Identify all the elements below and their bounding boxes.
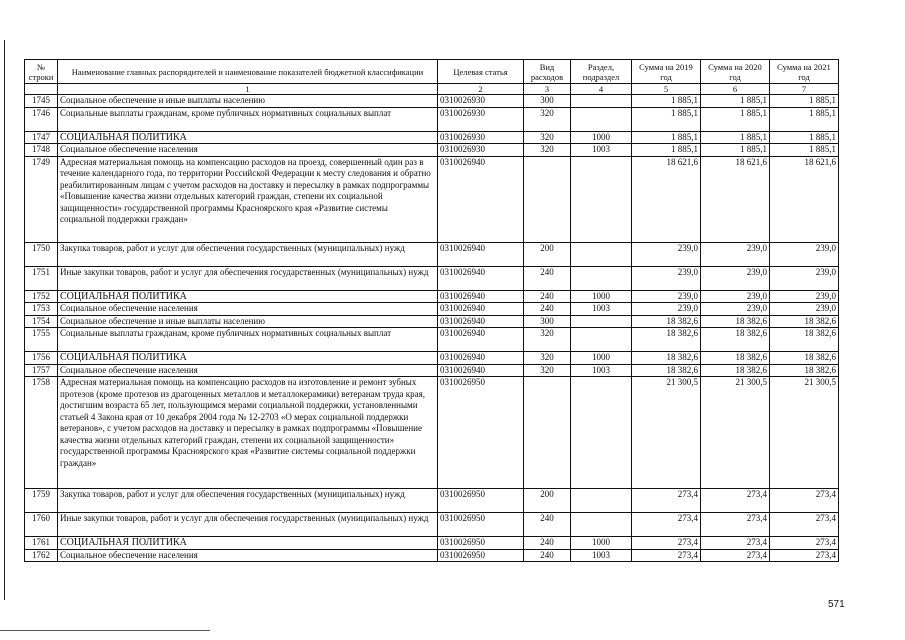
row-name: Социальное обеспечение населения — [58, 549, 438, 562]
budget-table — [24, 59, 839, 562]
row-number: 1755 — [25, 328, 58, 352]
row-expense-kind: 240 — [524, 513, 571, 537]
row-number: 1748 — [25, 144, 58, 157]
row-sum-2021: 21 300,5 — [770, 377, 839, 489]
row-section — [571, 513, 632, 537]
row-number: 1757 — [25, 364, 58, 377]
row-number: 1762 — [25, 549, 58, 562]
row-target-code: 0310026950 — [438, 513, 524, 537]
table-header-row — [25, 60, 839, 84]
bottom-margin-rule — [0, 630, 210, 631]
row-target-code: 0310026940 — [438, 352, 524, 365]
row-number: 1749 — [25, 156, 58, 242]
row-sum-2021: 239,0 — [770, 290, 839, 303]
row-sum-2019: 18 382,6 — [632, 364, 701, 377]
table-row — [25, 364, 839, 377]
row-expense-kind — [524, 156, 571, 242]
table-row — [25, 537, 839, 550]
row-sum-2020: 273,4 — [701, 489, 770, 513]
row-target-code: 0310026940 — [438, 156, 524, 242]
table-row — [25, 266, 839, 290]
row-sum-2020: 1 885,1 — [701, 95, 770, 108]
row-number: 1759 — [25, 489, 58, 513]
row-expense-kind: 240 — [524, 266, 571, 290]
row-name: СОЦИАЛЬНАЯ ПОЛИТИКА — [58, 290, 438, 303]
row-sum-2019: 21 300,5 — [632, 377, 701, 489]
row-expense-kind: 240 — [524, 537, 571, 550]
header-sum-2020: Сумма на 2020 год — [701, 60, 770, 84]
row-sum-2021: 239,0 — [770, 242, 839, 266]
row-section — [571, 107, 632, 131]
header-sum-2019: Сумма на 2019 год — [632, 60, 701, 84]
column-number-row — [25, 84, 839, 95]
row-name: СОЦИАЛЬНАЯ ПОЛИТИКА — [58, 352, 438, 365]
left-margin-rule — [4, 40, 5, 600]
row-sum-2019: 239,0 — [632, 242, 701, 266]
row-sum-2019: 18 382,6 — [632, 352, 701, 365]
row-expense-kind: 300 — [524, 315, 571, 328]
row-name: Социальное обеспечение населения — [58, 144, 438, 157]
row-section — [571, 489, 632, 513]
row-section: 1000 — [571, 537, 632, 550]
row-sum-2021: 18 382,6 — [770, 352, 839, 365]
row-name: Социальное обеспечение населения — [58, 303, 438, 316]
row-number: 1750 — [25, 242, 58, 266]
row-sum-2021: 18 621,6 — [770, 156, 839, 242]
row-number: 1746 — [25, 107, 58, 131]
row-sum-2020: 1 885,1 — [701, 131, 770, 144]
row-number: 1751 — [25, 266, 58, 290]
row-sum-2021: 1 885,1 — [770, 107, 839, 131]
row-sum-2021: 273,4 — [770, 549, 839, 562]
table-row — [25, 303, 839, 316]
row-target-code: 0310026950 — [438, 377, 524, 489]
row-sum-2021: 273,4 — [770, 513, 839, 537]
row-number: 1753 — [25, 303, 58, 316]
row-sum-2019: 273,4 — [632, 549, 701, 562]
row-number: 1752 — [25, 290, 58, 303]
row-target-code: 0310026950 — [438, 537, 524, 550]
row-sum-2020: 239,0 — [701, 303, 770, 316]
row-expense-kind: 320 — [524, 364, 571, 377]
row-sum-2021: 1 885,1 — [770, 131, 839, 144]
row-name: Социальные выплаты гражданам, кроме публичных нормативных социальных выплат — [58, 328, 438, 352]
row-sum-2021: 1 885,1 — [770, 144, 839, 157]
table-row — [25, 328, 839, 352]
row-name: Иные закупки товаров, работ и услуг для обеспечения государственных (муниципальных) нужд — [58, 513, 438, 537]
row-sum-2021: 273,4 — [770, 537, 839, 550]
row-sum-2020: 18 382,6 — [701, 352, 770, 365]
table-row — [25, 144, 839, 157]
row-number: 1747 — [25, 131, 58, 144]
header-sum-2021: Сумма на 2021 год — [770, 60, 839, 84]
row-sum-2021: 239,0 — [770, 303, 839, 316]
row-sum-2019: 239,0 — [632, 303, 701, 316]
row-number: 1754 — [25, 315, 58, 328]
row-sum-2019: 1 885,1 — [632, 144, 701, 157]
row-name: Иные закупки товаров, работ и услуг для обеспечения государственных (муниципальных) нужд — [58, 266, 438, 290]
row-sum-2019: 239,0 — [632, 290, 701, 303]
row-expense-kind: 320 — [524, 131, 571, 144]
row-section: 1003 — [571, 364, 632, 377]
row-name: Социальное обеспечение и иные выплаты населению — [58, 95, 438, 108]
row-target-code: 0310026940 — [438, 290, 524, 303]
row-target-code: 0310026940 — [438, 303, 524, 316]
header-section: Раздел, подраздел — [571, 60, 632, 84]
table-row — [25, 377, 839, 489]
column-number: 3 — [524, 84, 571, 95]
row-sum-2019: 239,0 — [632, 266, 701, 290]
row-sum-2019: 273,4 — [632, 489, 701, 513]
row-sum-2021: 273,4 — [770, 489, 839, 513]
row-section: 1000 — [571, 131, 632, 144]
row-sum-2020: 239,0 — [701, 290, 770, 303]
table-row — [25, 290, 839, 303]
row-number: 1758 — [25, 377, 58, 489]
row-sum-2019: 273,4 — [632, 537, 701, 550]
column-number: 4 — [571, 84, 632, 95]
row-target-code: 0310026940 — [438, 328, 524, 352]
row-sum-2020: 1 885,1 — [701, 107, 770, 131]
row-expense-kind: 240 — [524, 290, 571, 303]
row-expense-kind: 320 — [524, 144, 571, 157]
row-section — [571, 315, 632, 328]
column-number: 2 — [438, 84, 524, 95]
row-target-code: 0310026930 — [438, 131, 524, 144]
row-sum-2021: 18 382,6 — [770, 364, 839, 377]
row-sum-2020: 239,0 — [701, 266, 770, 290]
table-row — [25, 131, 839, 144]
row-sum-2020: 21 300,5 — [701, 377, 770, 489]
row-sum-2020: 239,0 — [701, 242, 770, 266]
row-number: 1761 — [25, 537, 58, 550]
table-row — [25, 489, 839, 513]
page-number: 571 — [828, 599, 845, 610]
row-expense-kind: 320 — [524, 107, 571, 131]
table-row — [25, 242, 839, 266]
row-section — [571, 266, 632, 290]
row-name: СОЦИАЛЬНАЯ ПОЛИТИКА — [58, 537, 438, 550]
table-row — [25, 549, 839, 562]
header-target-article: Целевая статья — [438, 60, 524, 84]
row-section: 1003 — [571, 303, 632, 316]
row-sum-2019: 273,4 — [632, 513, 701, 537]
row-sum-2020: 18 621,6 — [701, 156, 770, 242]
column-number: 1 — [58, 84, 438, 95]
row-sum-2019: 18 382,6 — [632, 315, 701, 328]
row-section — [571, 377, 632, 489]
row-sum-2020: 18 382,6 — [701, 315, 770, 328]
row-expense-kind: 200 — [524, 489, 571, 513]
row-section: 1000 — [571, 352, 632, 365]
row-target-code: 0310026940 — [438, 266, 524, 290]
row-section: 1003 — [571, 549, 632, 562]
row-section — [571, 328, 632, 352]
row-target-code: 0310026930 — [438, 107, 524, 131]
row-target-code: 0310026950 — [438, 549, 524, 562]
table-row — [25, 156, 839, 242]
row-name: Адресная материальная помощь на компенсацию расходов на изготовление и ремонт зубных протезов (кроме протезов из драгоценных металлов и металлокерамики) ветеранам труда края, достигшим возраста 65 лет, пользующимся мерами социальной поддержки, установленными статьей 4 Закона края от 10 декабря 2004 года № 12-2703 «О мерах социальной поддержки ветеранов», с учетом расходов на доставку и пересылку в рамках подпрограммы «Повышение качества жизни отдельных категорий граждан, степени их социальной защищенности» государственной программы Красноярского края «Развитие системы социальной поддержки граждан» — [58, 377, 438, 489]
row-expense-kind: 240 — [524, 549, 571, 562]
row-target-code: 0310026950 — [438, 489, 524, 513]
row-name: СОЦИАЛЬНАЯ ПОЛИТИКА — [58, 131, 438, 144]
row-sum-2020: 273,4 — [701, 549, 770, 562]
column-number: 6 — [701, 84, 770, 95]
row-sum-2021: 18 382,6 — [770, 315, 839, 328]
row-expense-kind: 300 — [524, 95, 571, 108]
table-row — [25, 315, 839, 328]
row-target-code: 0310026930 — [438, 144, 524, 157]
row-number: 1745 — [25, 95, 58, 108]
row-sum-2019: 18 382,6 — [632, 328, 701, 352]
row-section: 1003 — [571, 144, 632, 157]
row-sum-2020: 273,4 — [701, 537, 770, 550]
table-row — [25, 95, 839, 108]
header-row-number: № строки — [25, 60, 58, 84]
row-expense-kind: 320 — [524, 352, 571, 365]
column-number — [25, 84, 58, 95]
row-target-code: 0310026930 — [438, 95, 524, 108]
row-sum-2019: 1 885,1 — [632, 107, 701, 131]
row-target-code: 0310026940 — [438, 315, 524, 328]
row-expense-kind: 200 — [524, 242, 571, 266]
row-section — [571, 95, 632, 108]
row-sum-2020: 18 382,6 — [701, 328, 770, 352]
row-name: Адресная материальная помощь на компенсацию расходов на проезд, совершенный один раз в течение календарного года, по территории Российской Федерации к месту следования и обратно реабилитированным лицам с учетом расходов на доставку и пересылку в рамках подпрограммы «Повышение качества жизни отдельных категорий граждан, степени их социальной защищенности» государственной программы Красноярского края «Развитие системы социальной поддержки граждан» — [58, 156, 438, 242]
table-row — [25, 513, 839, 537]
column-number: 7 — [770, 84, 839, 95]
row-expense-kind: 240 — [524, 303, 571, 316]
table-row — [25, 352, 839, 365]
row-expense-kind: 320 — [524, 328, 571, 352]
row-sum-2021: 18 382,6 — [770, 328, 839, 352]
row-name: Закупка товаров, работ и услуг для обеспечения государственных (муниципальных) нужд — [58, 242, 438, 266]
row-sum-2020: 1 885,1 — [701, 144, 770, 157]
row-name: Социальное обеспечение населения — [58, 364, 438, 377]
row-section — [571, 156, 632, 242]
row-sum-2019: 1 885,1 — [632, 95, 701, 108]
row-section: 1000 — [571, 290, 632, 303]
row-name: Закупка товаров, работ и услуг для обеспечения государственных (муниципальных) нужд — [58, 489, 438, 513]
row-sum-2021: 239,0 — [770, 266, 839, 290]
row-sum-2021: 1 885,1 — [770, 95, 839, 108]
row-number: 1760 — [25, 513, 58, 537]
row-number: 1756 — [25, 352, 58, 365]
column-number: 5 — [632, 84, 701, 95]
row-section — [571, 242, 632, 266]
row-target-code: 0310026940 — [438, 242, 524, 266]
row-target-code: 0310026940 — [438, 364, 524, 377]
header-name: Наименование главных распорядителей и наименование показателей бюджетной классификации — [58, 60, 438, 84]
row-sum-2019: 1 885,1 — [632, 131, 701, 144]
table-row — [25, 107, 839, 131]
header-expense-kind: Вид расходов — [524, 60, 571, 84]
row-sum-2020: 273,4 — [701, 513, 770, 537]
row-name: Социальное обеспечение и иные выплаты населению — [58, 315, 438, 328]
row-sum-2019: 18 621,6 — [632, 156, 701, 242]
row-sum-2020: 18 382,6 — [701, 364, 770, 377]
row-name: Социальные выплаты гражданам, кроме публичных нормативных социальных выплат — [58, 107, 438, 131]
row-expense-kind — [524, 377, 571, 489]
